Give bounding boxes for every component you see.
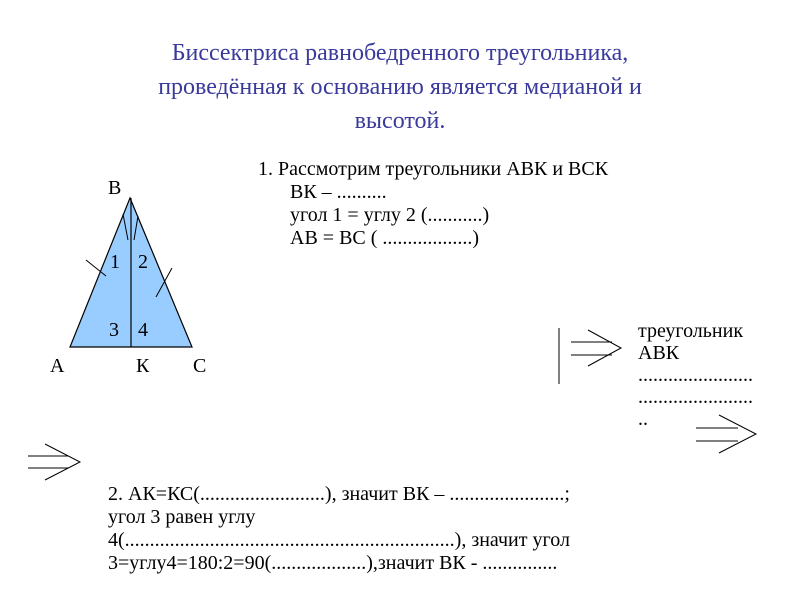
step1-line: угол 1 = углу 2 (...........) [290,204,490,226]
angle-label-2: 2 [138,251,148,273]
vertex-label-a: А [50,355,65,377]
step1-line: ВК – .......... [290,181,387,203]
implies-arrow-icon [28,444,80,480]
title-line: Биссектриса равнобедренного треугольника, [171,40,629,66]
vertex-label-b: В [108,177,122,199]
step1-line: АВ = ВС ( ..................) [290,227,480,249]
angle-label-4: 4 [138,319,148,341]
side-note-line: АВК [638,342,680,364]
step2-line: угол 3 равен углу [108,506,256,528]
step2-block [108,483,748,575]
implies-arrow-icon [571,330,621,366]
angle-label-3: 3 [109,319,119,341]
step2-line: 3=углу4=180:2=90(...................),значит ВК - ............... [108,552,558,574]
step1-block [258,158,608,250]
title-line: высотой. [354,108,446,134]
title-line: проведённая к основанию является медианой и [158,74,642,100]
step2-line: 2. АК=КС(.........................), значит ВК – .......................; [108,483,570,505]
vertex-label-c: С [193,355,207,377]
side-note [638,320,753,430]
side-note-line: ....................... [638,364,753,386]
side-note-line: треугольник [638,320,744,342]
side-note-line: .. [638,408,648,430]
step1-line: 1. Рассмотрим треугольники АВК и ВСК [258,158,609,180]
angle-label-1: 1 [110,251,120,273]
vertex-label-k: К [136,355,150,377]
step2-line: 4(..................................................................), значит угол [108,529,570,551]
side-note-line: ....................... [638,386,753,408]
